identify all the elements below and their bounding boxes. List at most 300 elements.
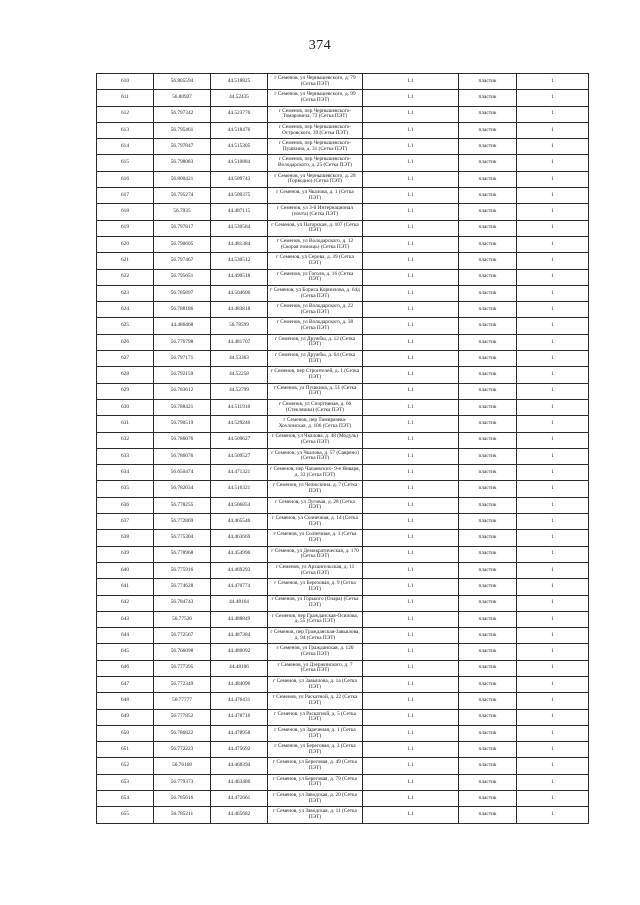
latitude-cell: 56.785897 [154, 285, 211, 301]
count-cell: 1 [517, 432, 589, 448]
count-cell: 1 [517, 562, 589, 578]
volume-cell: 1.1 [363, 465, 459, 481]
longitude-cell: 44.481707 [211, 334, 268, 350]
material-cell: пластик [459, 465, 517, 481]
latitude-cell: 56.779373 [154, 774, 211, 790]
longitude-cell: 44.506854 [211, 497, 268, 513]
table-row [97, 791, 589, 807]
longitude-cell: 44.52258 [211, 367, 268, 383]
count-cell: 1 [517, 628, 589, 644]
longitude-cell: 44.490518 [211, 269, 268, 285]
table-row [97, 644, 589, 660]
material-cell: пластик [459, 253, 517, 269]
table-row [97, 204, 589, 220]
material-cell: пластик [459, 660, 517, 676]
material-cell: пластик [459, 709, 517, 725]
latitude-cell: 56.775916 [154, 562, 211, 578]
volume-cell: 1.1 [363, 106, 459, 122]
latitude-cell: 56.795651 [154, 269, 211, 285]
material-cell: пластик [459, 236, 517, 252]
material-cell: пластик [459, 220, 517, 236]
latitude-cell: 56.777852 [154, 709, 211, 725]
volume-cell: 1.1 [363, 399, 459, 415]
latitude-cell: 56.77526 [154, 611, 211, 627]
row-number-cell: 624 [97, 302, 154, 318]
material-cell: пластик [459, 481, 517, 497]
row-number-cell: 615 [97, 155, 154, 171]
longitude-cell: 44.476431 [211, 693, 268, 709]
longitude-cell: 44.465682 [211, 807, 268, 823]
longitude-cell: 44.484096 [211, 676, 268, 692]
row-number-cell: 635 [97, 481, 154, 497]
table-row [97, 497, 589, 513]
row-number-cell: 632 [97, 432, 154, 448]
count-cell: 1 [517, 514, 589, 530]
address-cell: г Семенов, пер Строителей, д. 1 (Сетка ПЭТ) [268, 367, 363, 383]
latitude-cell: 56.80927 [154, 90, 211, 106]
count-cell: 1 [517, 318, 589, 334]
volume-cell: 1.1 [363, 188, 459, 204]
material-cell: пластик [459, 628, 517, 644]
table-row [97, 318, 589, 334]
latitude-cell: 56.778968 [154, 546, 211, 562]
longitude-cell: 44.48164 [211, 595, 268, 611]
latitude-cell: 56.805594 [154, 74, 211, 90]
count-cell: 1 [517, 334, 589, 350]
latitude-cell: 56.775304 [154, 530, 211, 546]
row-number-cell: 652 [97, 758, 154, 774]
longitude-cell: 44.454996 [211, 546, 268, 562]
count-cell: 1 [517, 676, 589, 692]
address-cell: г Семенов, ул Челюскина, д. 7 (Сетка ПЭТ) [268, 481, 363, 497]
latitude-cell: 56.797467 [154, 253, 211, 269]
latitude-cell: 56.797847 [154, 139, 211, 155]
row-number-cell: 636 [97, 497, 154, 513]
latitude-cell: 56.772567 [154, 628, 211, 644]
volume-cell: 1.1 [363, 807, 459, 823]
table-row [97, 155, 589, 171]
count-cell: 1 [517, 465, 589, 481]
longitude-cell: 44.465546 [211, 514, 268, 530]
material-cell: пластик [459, 807, 517, 823]
address-cell: г Семенов, ул Володарского, д. 22 (Сетка ПЭТ) [268, 302, 363, 318]
address-cell: г Семенов, ул Дружбы, д. 64 (Сетка ПЭТ) [268, 351, 363, 367]
material-cell: пластик [459, 595, 517, 611]
volume-cell: 1.1 [363, 481, 459, 497]
count-cell: 1 [517, 383, 589, 399]
material-cell: пластик [459, 514, 517, 530]
longitude-cell: 44.478958 [211, 725, 268, 741]
address-cell: г Семенов, ул 3-й Интернационал (почта) (Сетка ПЭТ) [268, 204, 363, 220]
material-cell: пластик [459, 758, 517, 774]
table-row [97, 742, 589, 758]
material-cell: пластик [459, 302, 517, 318]
latitude-cell: 56.786076 [154, 448, 211, 464]
table-row [97, 562, 589, 578]
table-row [97, 774, 589, 790]
longitude-cell: 44.472661 [211, 791, 268, 807]
count-cell: 1 [517, 106, 589, 122]
material-cell: пластик [459, 742, 517, 758]
count-cell: 1 [517, 220, 589, 236]
latitude-cell: 56.797171 [154, 351, 211, 367]
address-cell: г Семенов, ул Дружбы, д. 12 (Сетка ПЭТ) [268, 334, 363, 350]
longitude-cell: 44.523776 [211, 106, 268, 122]
row-number-cell: 639 [97, 546, 154, 562]
volume-cell: 1.1 [363, 709, 459, 725]
address-cell: г Семенов, ул Заводская, д. 20 (Сетка ПЭТ) [268, 791, 363, 807]
address-cell: г Семенов, ул Чернышевского, д. 79 (Сетка ПЭТ) [268, 74, 363, 90]
material-cell: пластик [459, 204, 517, 220]
row-number-cell: 645 [97, 644, 154, 660]
table-row [97, 448, 589, 464]
table-row [97, 302, 589, 318]
latitude-cell: 56.784743 [154, 595, 211, 611]
table-row [97, 514, 589, 530]
latitude-cell: 56.795461 [154, 122, 211, 138]
latitude-cell: 44.486468 [154, 318, 211, 334]
address-cell: г Семенов, пер Чернышевского-Томаровича, 73 (Сетка ПЭТ) [268, 106, 363, 122]
latitude-cell: 56.776798 [154, 334, 211, 350]
count-cell: 1 [517, 693, 589, 709]
count-cell: 1 [517, 367, 589, 383]
volume-cell: 1.1 [363, 448, 459, 464]
longitude-cell: 44.518476 [211, 122, 268, 138]
material-cell: пластик [459, 188, 517, 204]
latitude-cell: 56.772869 [154, 514, 211, 530]
row-number-cell: 633 [97, 448, 154, 464]
longitude-cell: 44.471321 [211, 465, 268, 481]
row-number-cell: 623 [97, 285, 154, 301]
row-number-cell: 630 [97, 399, 154, 415]
table-row [97, 758, 589, 774]
material-cell: пластик [459, 448, 517, 464]
row-number-cell: 644 [97, 628, 154, 644]
volume-cell: 1.1 [363, 253, 459, 269]
address-cell: г Семенов, ул Чкалова, д. 48 (Модуль) (Сетка ПЭТ) [268, 432, 363, 448]
latitude-cell: 56.7935 [154, 204, 211, 220]
table-row [97, 188, 589, 204]
longitude-cell: 44.463669 [211, 530, 268, 546]
count-cell: 1 [517, 285, 589, 301]
volume-cell: 1.1 [363, 676, 459, 692]
material-cell: пластик [459, 171, 517, 187]
latitude-cell: 56.77777 [154, 693, 211, 709]
row-number-cell: 634 [97, 465, 154, 481]
address-cell: г Семенов, пер Чапаевских- 9-е Января, д. 33 (Сетка ПЭТ) [268, 465, 363, 481]
longitude-cell: 44.510884 [211, 155, 268, 171]
volume-cell: 1.1 [363, 302, 459, 318]
table-row [97, 725, 589, 741]
count-cell: 1 [517, 579, 589, 595]
row-number-cell: 646 [97, 660, 154, 676]
count-cell: 1 [517, 269, 589, 285]
table-row [97, 628, 589, 644]
volume-cell: 1.1 [363, 546, 459, 562]
volume-cell: 1.1 [363, 318, 459, 334]
row-number-cell: 641 [97, 579, 154, 595]
table-row [97, 546, 589, 562]
longitude-cell: 44.509627 [211, 432, 268, 448]
material-cell: пластик [459, 399, 517, 415]
material-cell: пластик [459, 318, 517, 334]
longitude-cell: 44.530584 [211, 220, 268, 236]
volume-cell: 1.1 [363, 90, 459, 106]
row-number-cell: 625 [97, 318, 154, 334]
longitude-cell: 44.529246 [211, 416, 268, 432]
volume-cell: 1.1 [363, 236, 459, 252]
longitude-cell: 44.483818 [211, 302, 268, 318]
longitude-cell: 56.78599 [211, 318, 268, 334]
volume-cell: 1.1 [363, 530, 459, 546]
container-sites-table [96, 73, 589, 824]
count-cell: 1 [517, 155, 589, 171]
longitude-cell: 44.52799 [211, 383, 268, 399]
volume-cell: 1.1 [363, 351, 459, 367]
volume-cell: 1.1 [363, 269, 459, 285]
address-cell: г Семенов, ул Раскатной, д. 22 (Сетка ПЭТ) [268, 693, 363, 709]
volume-cell: 1.1 [363, 562, 459, 578]
address-cell: г Семенов, ул Чернышевского, д. 28 (Горводно) (Сетка ПЭТ) [268, 171, 363, 187]
table-row [97, 90, 589, 106]
volume-cell: 1.1 [363, 758, 459, 774]
table-row [97, 367, 589, 383]
row-number-cell: 621 [97, 253, 154, 269]
table-row [97, 74, 589, 90]
row-number-cell: 650 [97, 725, 154, 741]
latitude-cell: 56.792159 [154, 367, 211, 383]
count-cell: 1 [517, 530, 589, 546]
address-cell: г Семенов, ул Береговая, д. 3 (Сетка ПЭТ) [268, 742, 363, 758]
material-cell: пластик [459, 546, 517, 562]
row-number-cell: 614 [97, 139, 154, 155]
volume-cell: 1.1 [363, 628, 459, 644]
table-row [97, 139, 589, 155]
longitude-cell: 44.463486 [211, 774, 268, 790]
material-cell: пластик [459, 562, 517, 578]
table-row [97, 481, 589, 497]
count-cell: 1 [517, 122, 589, 138]
count-cell: 1 [517, 302, 589, 318]
latitude-cell: 56.782034 [154, 481, 211, 497]
count-cell: 1 [517, 758, 589, 774]
table-row [97, 285, 589, 301]
longitude-cell: 44.470774 [211, 579, 268, 595]
longitude-cell: 44.480092 [211, 644, 268, 660]
row-number-cell: 620 [97, 236, 154, 252]
latitude-cell: 56.778255 [154, 497, 211, 513]
count-cell: 1 [517, 546, 589, 562]
material-cell: пластик [459, 676, 517, 692]
count-cell: 1 [517, 171, 589, 187]
table-row [97, 579, 589, 595]
volume-cell: 1.1 [363, 220, 459, 236]
material-cell: пластик [459, 611, 517, 627]
volume-cell: 1.1 [363, 742, 459, 758]
material-cell: пластик [459, 367, 517, 383]
address-cell: г Семенов, ул Чкалова, д. 1 (Сетка ПЭТ) [268, 188, 363, 204]
volume-cell: 1.1 [363, 204, 459, 220]
latitude-cell: 56.788421 [154, 399, 211, 415]
volume-cell: 1.1 [363, 660, 459, 676]
table-row [97, 709, 589, 725]
row-number-cell: 613 [97, 122, 154, 138]
material-cell: пластик [459, 693, 517, 709]
table-row [97, 660, 589, 676]
count-cell: 1 [517, 481, 589, 497]
count-cell: 1 [517, 351, 589, 367]
row-number-cell: 626 [97, 334, 154, 350]
volume-cell: 1.1 [363, 595, 459, 611]
material-cell: пластик [459, 90, 517, 106]
table-row [97, 595, 589, 611]
volume-cell: 1.1 [363, 74, 459, 90]
address-cell: г Семенов, ул Чкалова, д. 57 (Саврено) (Сетка ПЭТ) [268, 448, 363, 464]
address-cell: г Семенов, ул Береговая, д. 49 (Сетка ПЭТ) [268, 758, 363, 774]
latitude-cell: 56.790519 [154, 416, 211, 432]
volume-cell: 1.1 [363, 497, 459, 513]
row-number-cell: 655 [97, 807, 154, 823]
longitude-cell: 44.511918 [211, 399, 268, 415]
address-cell: г Семенов, ул Дзержинского, д. 7 (Сетка ПЭТ) [268, 660, 363, 676]
latitude-cell: 56.786822 [154, 725, 211, 741]
address-cell: г Семенов, ул Серова, д. 39 (Сетка ПЭТ) [268, 253, 363, 269]
address-cell: г Семенов, пер Тимирязева-Хохломская, д. 106 (Сетка ПЭТ) [268, 416, 363, 432]
volume-cell: 1.1 [363, 693, 459, 709]
latitude-cell: 56.777395 [154, 660, 211, 676]
volume-cell: 1.1 [363, 334, 459, 350]
latitude-cell: 56.797817 [154, 220, 211, 236]
material-cell: пластик [459, 351, 517, 367]
latitude-cell: 56.772223 [154, 742, 211, 758]
material-cell: пластик [459, 139, 517, 155]
material-cell: пластик [459, 106, 517, 122]
table-row [97, 122, 589, 138]
address-cell: г Семенов, ул Бориса Корнилова, д. 64д (Сетка ПЭТ) [268, 285, 363, 301]
longitude-cell: 44.509527 [211, 448, 268, 464]
address-cell: г Семенов, ул Пагорская, д. 107 (Сетка ПЭТ) [268, 220, 363, 236]
longitude-cell: 44.481384 [211, 236, 268, 252]
table-row [97, 351, 589, 367]
table-row [97, 383, 589, 399]
latitude-cell: 56.785616 [154, 791, 211, 807]
row-number-cell: 637 [97, 514, 154, 530]
count-cell: 1 [517, 416, 589, 432]
material-cell: пластик [459, 774, 517, 790]
row-number-cell: 610 [97, 74, 154, 90]
address-cell: г Семенов, ул Завьялова, д. 1а (Сетка ПЭТ) [268, 676, 363, 692]
address-cell: г Семенов, ул Пушкина, д. 51 (Сетка ПЭТ) [268, 383, 363, 399]
row-number-cell: 642 [97, 595, 154, 611]
count-cell: 1 [517, 611, 589, 627]
longitude-cell: 44.48106 [211, 660, 268, 676]
table-row [97, 676, 589, 692]
count-cell: 1 [517, 236, 589, 252]
row-number-cell: 622 [97, 269, 154, 285]
latitude-cell: 56.788186 [154, 302, 211, 318]
material-cell: пластик [459, 285, 517, 301]
longitude-cell: 44.518825 [211, 74, 268, 90]
volume-cell: 1.1 [363, 171, 459, 187]
material-cell: пластик [459, 334, 517, 350]
material-cell: пластик [459, 725, 517, 741]
address-cell: г Семенов, пер Гражданская-Завьялова, д. 94 (Сетка ПЭТ) [268, 628, 363, 644]
address-cell: г Семенов, ул Володарского, д. 12 (Скорая помощь) (Сетка ПЭТ) [268, 236, 363, 252]
table-row [97, 106, 589, 122]
table-row [97, 693, 589, 709]
latitude-cell: 56.790605 [154, 236, 211, 252]
longitude-cell: 44.515305 [211, 139, 268, 155]
latitude-cell: 56.650474 [154, 465, 211, 481]
table-row [97, 465, 589, 481]
table-row [97, 171, 589, 187]
row-number-cell: 619 [97, 220, 154, 236]
material-cell: пластик [459, 644, 517, 660]
material-cell: пластик [459, 383, 517, 399]
address-cell: г Семенов, ул Гоголя, д. 16 (Сетка ПЭТ) [268, 269, 363, 285]
longitude-cell: 44.52435 [211, 90, 268, 106]
count-cell: 1 [517, 644, 589, 660]
address-cell: г Семенов, пер Чернышевского-Островского, 39 (Сетка ПЭТ) [268, 122, 363, 138]
count-cell: 1 [517, 595, 589, 611]
row-number-cell: 638 [97, 530, 154, 546]
volume-cell: 1.1 [363, 725, 459, 741]
address-cell: г Семенов, ул Гражданская, д. 120 (Сетка ПЭТ) [268, 644, 363, 660]
longitude-cell: 44.530512 [211, 253, 268, 269]
address-cell: г Семенов, ул Березовая, д. 9 (Сетка ПЭТ) [268, 579, 363, 595]
longitude-cell: 44.509743 [211, 171, 268, 187]
latitude-cell: 56.795274 [154, 188, 211, 204]
address-cell: г Семенов, ул Солнечная, д. 1 (Сетка ПЭТ) [268, 530, 363, 546]
latitude-cell: 56.798083 [154, 155, 211, 171]
address-cell: г Семенов, ул Раскатной, д. 5 (Сетка ПЭТ) [268, 709, 363, 725]
count-cell: 1 [517, 399, 589, 415]
row-number-cell: 631 [97, 416, 154, 432]
longitude-cell: 44.469293 [211, 562, 268, 578]
count-cell: 1 [517, 791, 589, 807]
address-cell: г Семенов, пер Чернышевского-Володарского, д. 25 (Сетка ПЭТ) [268, 155, 363, 171]
material-cell: пластик [459, 155, 517, 171]
row-number-cell: 611 [97, 90, 154, 106]
row-number-cell: 617 [97, 188, 154, 204]
volume-cell: 1.1 [363, 579, 459, 595]
longitude-cell: 44.475692 [211, 742, 268, 758]
row-number-cell: 640 [97, 562, 154, 578]
longitude-cell: 44.487115 [211, 204, 268, 220]
volume-cell: 1.1 [363, 514, 459, 530]
address-cell: г Семенов, пер Гражданская-Осипова, д. 55 (Сетка ПЭТ) [268, 611, 363, 627]
row-number-cell: 612 [97, 106, 154, 122]
latitude-cell: 56.772349 [154, 676, 211, 692]
volume-cell: 1.1 [363, 774, 459, 790]
material-cell: пластик [459, 269, 517, 285]
table-row [97, 236, 589, 252]
longitude-cell: 44.500375 [211, 188, 268, 204]
count-cell: 1 [517, 497, 589, 513]
address-cell: г Семенов, ул Луговая, д. 28 (Сетка ПЭТ) [268, 497, 363, 513]
material-cell: пластик [459, 122, 517, 138]
row-number-cell: 628 [97, 367, 154, 383]
volume-cell: 1.1 [363, 432, 459, 448]
latitude-cell: 56.783612 [154, 383, 211, 399]
table-row [97, 253, 589, 269]
row-number-cell: 649 [97, 709, 154, 725]
volume-cell: 1.1 [363, 644, 459, 660]
table-body [97, 74, 589, 824]
volume-cell: 1.1 [363, 611, 459, 627]
material-cell: пластик [459, 432, 517, 448]
longitude-cell: 44.516321 [211, 481, 268, 497]
